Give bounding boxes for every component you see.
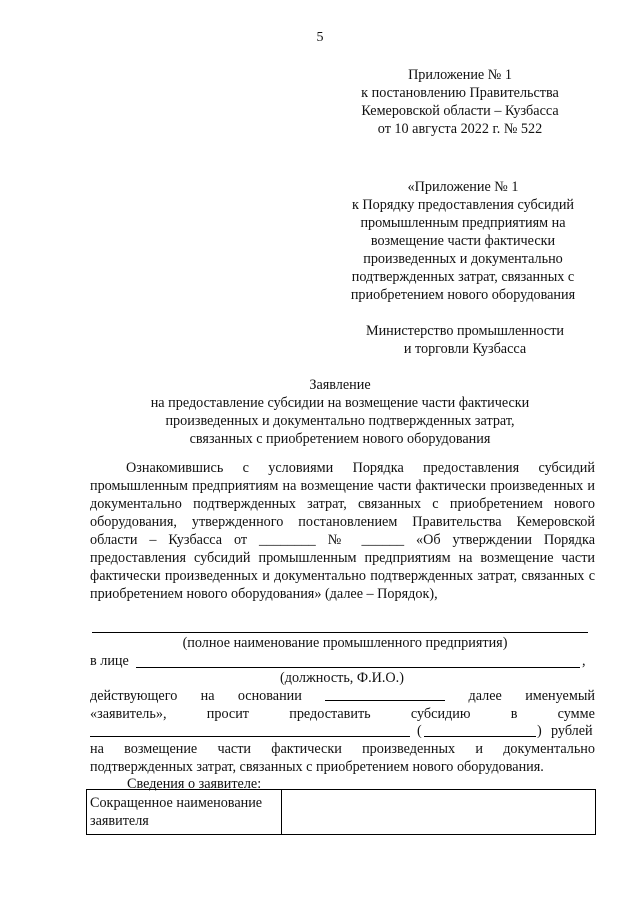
paren-close: ): [537, 723, 542, 739]
represented-by-label: в лице: [90, 653, 129, 669]
statement-subtitle: связанных с приобретением нового оборудования: [189, 431, 491, 447]
appendix-order-line: подтвержденных затрат, связанных с: [351, 269, 575, 285]
table-cell-label: Сокращенное наименование заявителя: [87, 790, 282, 834]
purpose-line-2: подтвержденных затрат, связанных с приобретением нового оборудования.: [90, 759, 544, 775]
amount-digits-field[interactable]: [90, 736, 410, 737]
appendix-order-line: произведенных и документально: [363, 251, 563, 267]
word: сумме: [557, 706, 595, 722]
appendix-header-line: Кемеровской области – Кузбасса: [361, 103, 559, 119]
appendix-order-line: приобретением нового оборудования: [350, 287, 576, 303]
addressee-line: Министерство промышленности: [365, 323, 565, 339]
word: части: [217, 741, 251, 757]
word: на: [200, 688, 215, 704]
word: возмещение: [124, 741, 198, 757]
word: документально: [503, 741, 595, 757]
word: «заявитель»,: [90, 706, 167, 722]
statement-title: Заявление: [309, 377, 371, 393]
word: и: [475, 741, 483, 757]
basis-field[interactable]: [325, 687, 445, 701]
company-name-field[interactable]: [92, 632, 588, 633]
word: субсидию: [410, 706, 471, 722]
word: фактически: [271, 741, 342, 757]
table-cell-value[interactable]: [282, 790, 595, 834]
word: именуемый: [525, 688, 595, 704]
appendix-header: [330, 66, 590, 138]
appendix-order-line: промышленным предприятиям на: [360, 215, 566, 231]
applicant-row: [90, 705, 595, 723]
company-caption: (полное наименование промышленного предприятия): [182, 635, 508, 651]
word: на: [90, 741, 104, 757]
page-number: 5: [316, 30, 324, 45]
word: просит: [206, 706, 249, 722]
representative-field[interactable]: [136, 667, 580, 668]
word: произведенных: [362, 741, 456, 757]
applicant-info-heading: Сведения о заявителе:: [127, 776, 262, 792]
position-caption: (должность, Ф.И.О.): [280, 670, 404, 686]
appendix-header-line: от 10 августа 2022 г. № 522: [377, 121, 543, 137]
addressee-block: [330, 322, 600, 358]
statement-title-block: [80, 376, 600, 448]
applicant-info-table: [86, 789, 596, 835]
word: предоставить: [289, 706, 371, 722]
addressee-line: и торговли Кузбасса: [403, 341, 527, 357]
word: основании: [237, 688, 302, 704]
purpose-row: [90, 740, 595, 758]
statement-subtitle: на предоставление субсидии на возмещение части фактически: [150, 395, 530, 411]
statement-subtitle: произведенных и документально подтвержденных затрат,: [165, 413, 515, 429]
appendix-order-block: [322, 178, 604, 304]
amount-words-field[interactable]: [424, 736, 536, 737]
word: далее: [468, 688, 502, 704]
appendix-order-line: возмещение части фактически: [370, 233, 556, 249]
comma: ,: [582, 653, 586, 669]
body-paragraph: Ознакомившись с условиями Порядка предоставления субсидий промышленным предприятиям на возмещение части фактически произведенных и документально подтвержденных затрат, связанных с приобретением нового оборудования, утвержденного постановлением Правительства Кемеровской области – Кузбасса от ________ № ______ «Об утверждении Порядка предоставления субсидий промышленным предприятиям на возмещение части фактически произведенных и документально подтвержденных затрат, связанных с приобретением нового оборудования» (далее – Порядок),: [90, 460, 595, 602]
appendix-order-line: к Порядку предоставления субсидий: [351, 197, 575, 213]
appendix-order-line: «Приложение № 1: [407, 179, 519, 195]
word: действующего: [90, 688, 178, 704]
rubles-label: рублей: [551, 723, 593, 739]
appendix-header-line: Приложение № 1: [408, 67, 512, 83]
acting-basis-row: [90, 687, 595, 705]
word: в: [510, 706, 518, 722]
appendix-header-line: к постановлению Правительства: [361, 85, 559, 101]
paren-open: (: [417, 723, 422, 739]
